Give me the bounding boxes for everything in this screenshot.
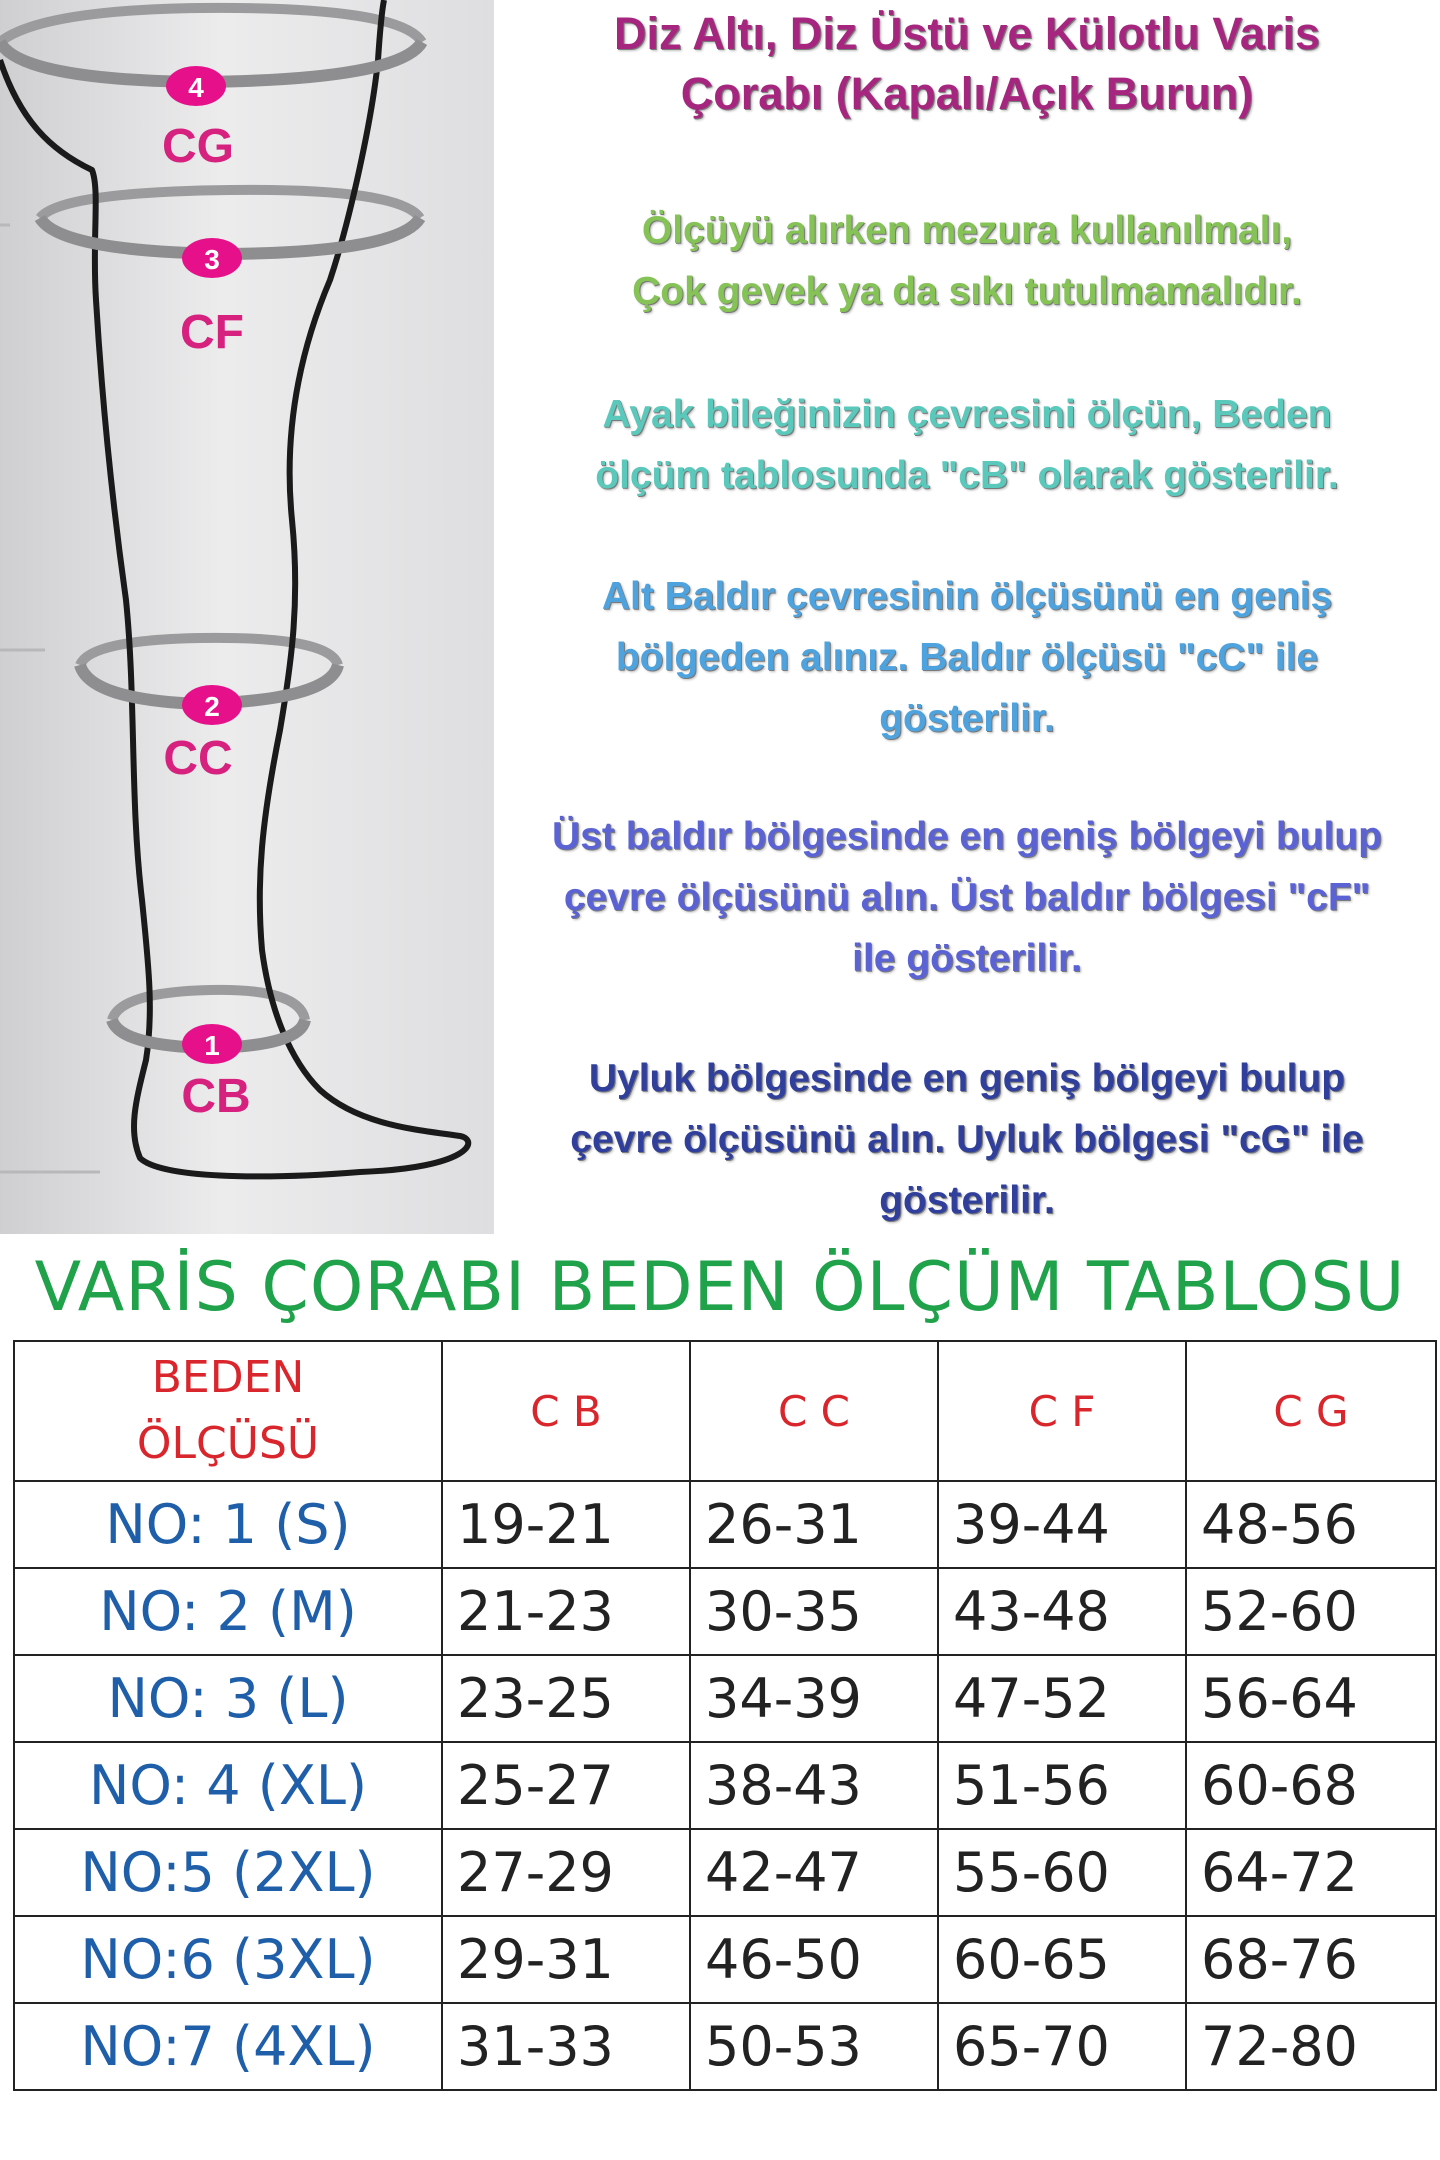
instruction-line: Ölçüyü alırken mezura kullanılmalı, (641, 209, 1293, 252)
header-cf: C F (938, 1341, 1186, 1481)
leg-measurement-diagram (0, 0, 494, 1234)
cell-cb: 21-23 (442, 1568, 690, 1655)
cell-size: NO:5 (2XL) (14, 1829, 442, 1916)
instruction-line: ile gösterilir. (852, 937, 1082, 980)
instruction-line: çevre ölçüsünü alın. Uyluk bölgesi "cG" ile (570, 1118, 1364, 1161)
instruction-line: ölçüm tablosunda "cB" olarak gösterilir. (595, 454, 1339, 497)
cell-cb: 31-33 (442, 2003, 690, 2090)
instruction-line: gösterilir. (879, 697, 1055, 740)
cell-cc: 26-31 (690, 1481, 938, 1568)
marker-label: CG (162, 120, 234, 173)
header-size-line: ÖLÇÜSÜ (136, 1418, 320, 1469)
instruction-line: Üst baldır bölgesinde en geniş bölgeyi bulup (552, 815, 1382, 858)
title-line: Diz Altı, Diz Üstü ve Külotlu Varis (614, 8, 1320, 59)
cell-cc: 50-53 (690, 2003, 938, 2090)
instruction-line: gösterilir. (879, 1179, 1055, 1222)
marker-label: CB (181, 1070, 251, 1123)
cell-size: NO:6 (3XL) (14, 1916, 442, 2003)
cell-cc: 30-35 (690, 1568, 938, 1655)
cell-cf: 47-52 (938, 1655, 1186, 1742)
instruction-line: Ayak bileğinizin çevresini ölçün, Beden (602, 393, 1332, 436)
cell-cc: 38-43 (690, 1742, 938, 1829)
cell-size: NO: 3 (L) (14, 1655, 442, 1742)
size-table-title: VARİS ÇORABI BEDEN ÖLÇÜM TABLOSU (34, 1248, 1406, 1327)
cell-cg: 64-72 (1186, 1829, 1436, 1916)
marker-cf (180, 238, 244, 359)
instruction-cg (494, 1048, 1440, 1231)
marker-number: 1 (204, 1030, 220, 1061)
cell-cg: 72-80 (1186, 2003, 1436, 2090)
table-row (14, 1481, 1436, 1568)
cell-cc: 42-47 (690, 1829, 938, 1916)
table-header-row (14, 1341, 1436, 1481)
header-cg: C G (1186, 1341, 1436, 1481)
cell-cc: 46-50 (690, 1916, 938, 2003)
cell-cg: 48-56 (1186, 1481, 1436, 1568)
table-row (14, 1829, 1436, 1916)
marker-number: 4 (188, 72, 204, 103)
page-title (494, 4, 1440, 124)
cell-size: NO:7 (4XL) (14, 2003, 442, 2090)
instruction-cb (494, 384, 1440, 506)
table-row (14, 1916, 1436, 2003)
cell-cb: 23-25 (442, 1655, 690, 1742)
header-cb: C B (442, 1341, 690, 1481)
marker-number: 3 (204, 244, 220, 275)
instruction-line: Alt Baldır çevresinin ölçüsünü en geniş (601, 575, 1333, 618)
cell-cf: 60-65 (938, 1916, 1186, 2003)
instruction-general (494, 200, 1440, 322)
cell-cg: 52-60 (1186, 1568, 1436, 1655)
cell-cf: 65-70 (938, 2003, 1186, 2090)
marker-label: CF (180, 306, 244, 359)
cell-size: NO: 4 (XL) (14, 1742, 442, 1829)
cell-cb: 29-31 (442, 1916, 690, 2003)
table-row (14, 1742, 1436, 1829)
instruction-line: Çok gevek ya da sıkı tutulmamalıdır. (632, 270, 1302, 313)
title-line: Çorabı (Kapalı/Açık Burun) (680, 68, 1254, 119)
cell-cg: 56-64 (1186, 1655, 1436, 1742)
size-table (13, 1340, 1437, 2091)
marker-label: CC (163, 732, 233, 785)
cell-cb: 25-27 (442, 1742, 690, 1829)
cell-cf: 55-60 (938, 1829, 1186, 1916)
instruction-line: çevre ölçüsünü alın. Üst baldır bölgesi "cF" (563, 876, 1371, 919)
table-row (14, 2003, 1436, 2090)
header-cc: C C (690, 1341, 938, 1481)
cell-cg: 68-76 (1186, 1916, 1436, 2003)
table-row (14, 1655, 1436, 1742)
cell-cf: 51-56 (938, 1742, 1186, 1829)
cell-cf: 43-48 (938, 1568, 1186, 1655)
marker-cg (162, 66, 234, 173)
table-row (14, 1568, 1436, 1655)
cell-size: NO: 1 (S) (14, 1481, 442, 1568)
cell-size: NO: 2 (M) (14, 1568, 442, 1655)
instruction-cc (494, 566, 1440, 749)
cell-cb: 19-21 (442, 1481, 690, 1568)
marker-cc (163, 685, 242, 785)
cell-cg: 60-68 (1186, 1742, 1436, 1829)
cell-cb: 27-29 (442, 1829, 690, 1916)
cell-cc: 34-39 (690, 1655, 938, 1742)
marker-cb (181, 1024, 250, 1123)
instruction-cf (494, 806, 1440, 989)
marker-number: 2 (204, 691, 220, 722)
instruction-line: Uyluk bölgesinde en geniş bölgeyi bulup (588, 1057, 1346, 1100)
header-size (14, 1341, 442, 1481)
header-size-line: BEDEN (151, 1352, 305, 1403)
instructions-panel (494, 0, 1440, 1238)
instruction-line: bölgeden alınız. Baldır ölçüsü "cC" ile (615, 636, 1319, 679)
cell-cf: 39-44 (938, 1481, 1186, 1568)
